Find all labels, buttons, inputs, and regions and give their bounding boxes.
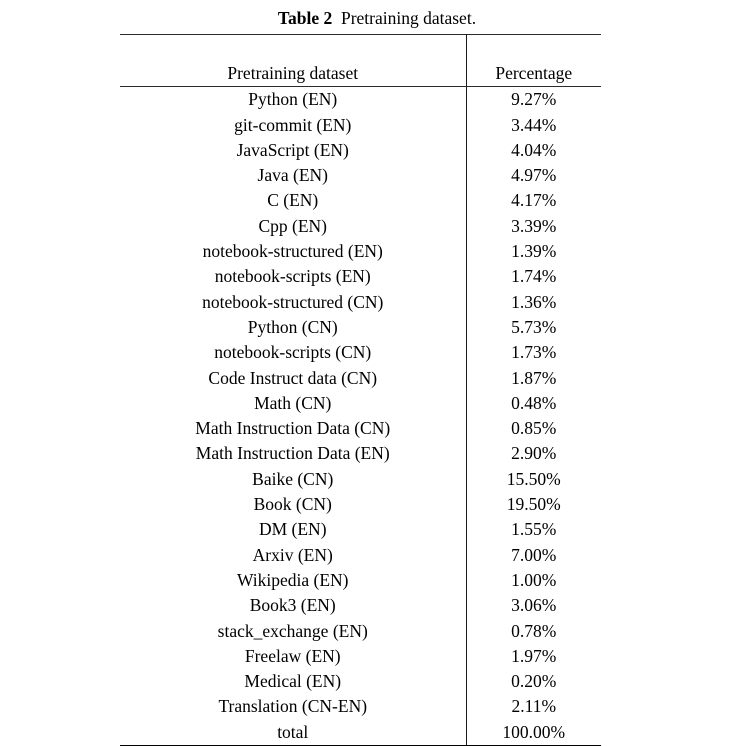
cell-percentage: 9.27% xyxy=(511,89,557,110)
cell-percentage: 3.39% xyxy=(511,215,557,236)
cell-dataset-name: git-commit (EN) xyxy=(120,113,466,138)
cell-dataset-name: Python (CN) xyxy=(120,315,466,340)
cell-dataset-name: JavaScript (EN) xyxy=(120,138,466,163)
table-row xyxy=(120,290,601,315)
cell-percentage: 0.85% xyxy=(511,418,557,439)
cell-dataset-name: DM (EN) xyxy=(120,517,466,542)
cell-percentage: 4.04% xyxy=(511,139,557,160)
cell-dataset-name: stack_exchange (EN) xyxy=(120,619,466,644)
cell-percentage: 15.50% xyxy=(506,468,561,489)
cell-percentage: 19.50% xyxy=(506,494,561,515)
table-caption xyxy=(0,7,754,29)
cell-percentage: 1.97% xyxy=(511,645,557,666)
cell-percentage: 2.11% xyxy=(511,696,557,717)
cell-percentage: 0.48% xyxy=(511,392,557,413)
cell-dataset-name: Math Instruction Data (CN) xyxy=(120,416,466,441)
cell-dataset-name: Baike (CN) xyxy=(120,467,466,492)
table-row xyxy=(120,113,601,138)
cell-dataset-name: total xyxy=(120,720,466,746)
table-caption-label: Table 2 xyxy=(277,8,333,28)
cell-dataset-name: Wikipedia (EN) xyxy=(120,568,466,593)
cell-dataset-name: Cpp (EN) xyxy=(120,214,466,239)
cell-dataset-name: Freelaw (EN) xyxy=(120,644,466,669)
table-caption-title: Pretraining dataset. xyxy=(340,8,477,28)
cell-percentage: 4.17% xyxy=(511,190,557,211)
cell-percentage: 3.44% xyxy=(511,114,557,135)
table-row xyxy=(120,492,601,517)
table-row xyxy=(120,568,601,593)
table-row xyxy=(120,163,601,188)
cell-dataset-name: notebook-scripts (EN) xyxy=(120,264,466,289)
cell-dataset-name: notebook-scripts (CN) xyxy=(120,340,466,365)
cell-dataset-name: Python (EN) xyxy=(120,87,466,113)
cell-dataset-name: Math Instruction Data (EN) xyxy=(120,441,466,466)
cell-dataset-name: Math (CN) xyxy=(120,391,466,416)
cell-percentage: 7.00% xyxy=(511,544,557,565)
cell-percentage: 1.87% xyxy=(511,367,557,388)
table-row xyxy=(120,517,601,542)
table-row xyxy=(120,239,601,264)
table-row xyxy=(120,188,601,213)
table-row xyxy=(120,467,601,492)
table-row xyxy=(120,340,601,365)
cell-dataset-name: C (EN) xyxy=(120,188,466,213)
table-header xyxy=(120,35,601,87)
cell-dataset-name: Translation (CN-EN) xyxy=(120,694,466,719)
table-body xyxy=(120,87,601,746)
table-row xyxy=(120,214,601,239)
top-rule-left xyxy=(120,35,466,61)
table-row xyxy=(120,441,601,466)
cell-dataset-name: notebook-structured (EN) xyxy=(120,239,466,264)
cell-percentage: 1.73% xyxy=(511,342,557,363)
table-row xyxy=(120,593,601,618)
cell-percentage: 100.00% xyxy=(466,720,601,746)
table-row xyxy=(120,366,601,391)
table-row xyxy=(120,669,601,694)
cell-dataset-name: notebook-structured (CN) xyxy=(120,290,466,315)
cell-dataset-name: Book (CN) xyxy=(120,492,466,517)
cell-percentage: 3.06% xyxy=(511,595,557,616)
table-row xyxy=(120,543,601,568)
table-row xyxy=(120,694,601,719)
table-top-rule xyxy=(120,35,601,61)
pretraining-dataset-table xyxy=(120,34,601,746)
pretraining-dataset-table-wrapper xyxy=(120,34,601,746)
table-row xyxy=(120,138,601,163)
top-rule-right xyxy=(466,35,601,61)
table-header-row xyxy=(120,60,601,87)
table-row xyxy=(120,264,601,289)
cell-percentage: 5.73% xyxy=(511,316,557,337)
column-header-dataset: Pretraining dataset xyxy=(120,60,466,87)
cell-dataset-name: Arxiv (EN) xyxy=(120,543,466,568)
cell-percentage: 1.36% xyxy=(511,291,557,312)
cell-percentage: 0.78% xyxy=(511,620,557,641)
cell-percentage: 0.20% xyxy=(511,671,557,692)
table-row xyxy=(120,416,601,441)
cell-percentage: 1.74% xyxy=(511,266,557,287)
cell-percentage: 1.00% xyxy=(511,569,557,590)
column-header-percentage: Percentage xyxy=(466,60,601,87)
table-caption-text xyxy=(332,8,341,28)
cell-percentage: 1.39% xyxy=(511,241,557,262)
cell-dataset-name: Medical (EN) xyxy=(120,669,466,694)
cell-percentage: 2.90% xyxy=(511,443,557,464)
cell-dataset-name: Book3 (EN) xyxy=(120,593,466,618)
table-row xyxy=(120,619,601,644)
table-row xyxy=(120,87,601,113)
cell-dataset-name: Java (EN) xyxy=(120,163,466,188)
cell-percentage: 1.55% xyxy=(511,519,557,540)
cell-dataset-name: Code Instruct data (CN) xyxy=(120,366,466,391)
table-row xyxy=(120,391,601,416)
table-row xyxy=(120,644,601,669)
table-row xyxy=(120,315,601,340)
cell-percentage: 4.97% xyxy=(511,165,557,186)
